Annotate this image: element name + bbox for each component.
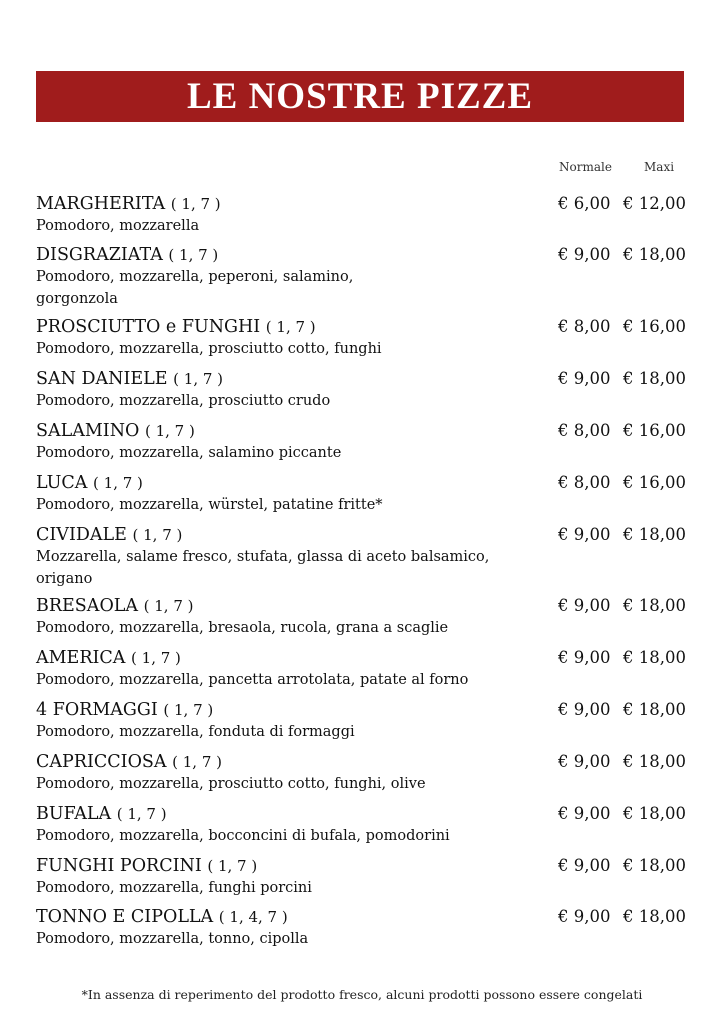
item-name: FUNGHI PORCINI bbox=[36, 856, 202, 876]
item-allergens: ( 1, 7 ) bbox=[207, 857, 258, 875]
item-name: SAN DANIELE bbox=[36, 369, 168, 389]
price-normale: € 9,00 bbox=[558, 369, 611, 388]
item-allergens: ( 1, 7 ) bbox=[132, 526, 183, 544]
menu-item bbox=[36, 906, 686, 950]
price-maxi: € 16,00 bbox=[623, 317, 686, 336]
price-maxi: € 12,00 bbox=[623, 194, 686, 213]
price-maxi: € 18,00 bbox=[623, 752, 686, 771]
price-normale: € 8,00 bbox=[558, 421, 611, 440]
price-maxi: € 16,00 bbox=[623, 421, 686, 440]
item-description: Pomodoro, mozzarella, tonno, cipolla bbox=[36, 931, 309, 947]
price-normale: € 9,00 bbox=[558, 700, 611, 719]
price-maxi: € 18,00 bbox=[623, 596, 686, 615]
item-name: BRESAOLA bbox=[36, 596, 139, 616]
item-allergens: ( 1, 7 ) bbox=[172, 753, 223, 771]
price-maxi: € 18,00 bbox=[623, 856, 686, 875]
item-name: TONNO E CIPOLLA bbox=[36, 907, 214, 927]
item-description: Pomodoro, mozzarella, peperoni, salamino, gorgonzola bbox=[36, 269, 354, 307]
menu-item bbox=[36, 647, 686, 691]
item-allergens: ( 1, 7 ) bbox=[131, 649, 181, 667]
item-allergens: ( 1, 7 ) bbox=[265, 318, 316, 336]
price-normale: € 8,00 bbox=[558, 317, 611, 336]
item-allergens: ( 1, 7 ) bbox=[168, 246, 219, 264]
menu-item bbox=[36, 368, 686, 412]
item-name: CIVIDALE bbox=[36, 525, 127, 545]
item-description: Pomodoro, mozzarella, fonduta di formaggi bbox=[36, 724, 355, 740]
item-name: PROSCIUTTO e FUNGHI bbox=[36, 317, 261, 337]
menu-item bbox=[36, 316, 686, 360]
price-maxi: € 16,00 bbox=[623, 473, 686, 492]
item-description: Pomodoro, mozzarella, bresaola, rucola, grana a scaglie bbox=[36, 620, 449, 636]
item-description: Pomodoro, mozzarella, prosciutto cotto, funghi, olive bbox=[36, 776, 426, 792]
price-maxi: € 18,00 bbox=[623, 245, 686, 264]
item-description: Pomodoro, mozzarella, prosciutto crudo bbox=[36, 393, 331, 409]
price-maxi: € 18,00 bbox=[623, 525, 686, 544]
column-header-maxi: Maxi bbox=[644, 160, 675, 174]
price-normale: € 9,00 bbox=[558, 525, 611, 544]
price-maxi: € 18,00 bbox=[623, 700, 686, 719]
price-normale: € 9,00 bbox=[558, 856, 611, 875]
item-name: LUCA bbox=[36, 473, 88, 493]
price-maxi: € 18,00 bbox=[623, 907, 686, 926]
price-maxi: € 18,00 bbox=[623, 648, 686, 667]
price-normale: € 9,00 bbox=[558, 245, 611, 264]
item-name: DISGRAZIATA bbox=[36, 245, 163, 265]
menu-item bbox=[36, 855, 686, 899]
menu-item bbox=[36, 420, 686, 464]
item-allergens: ( 1, 7 ) bbox=[144, 422, 195, 440]
price-normale: € 9,00 bbox=[558, 752, 611, 771]
item-allergens: ( 1, 7 ) bbox=[93, 474, 143, 492]
item-allergens: ( 1, 7 ) bbox=[116, 805, 167, 823]
menu-item bbox=[36, 803, 686, 847]
item-description: Pomodoro, mozzarella, bocconcini di bufala, pomodorini bbox=[36, 828, 450, 844]
item-description: Pomodoro, mozzarella, prosciutto cotto, funghi bbox=[36, 341, 382, 357]
item-description: Pomodoro, mozzarella, würstel, patatine fritte* bbox=[36, 497, 383, 513]
item-name: SALAMINO bbox=[36, 421, 140, 441]
item-description: Pomodoro, mozzarella, funghi porcini bbox=[36, 880, 312, 896]
item-description: Mozzarella, salame fresco, stufata, glassa di aceto balsamico, origano bbox=[36, 549, 490, 587]
price-maxi: € 18,00 bbox=[623, 369, 686, 388]
item-name: CAPRICCIOSA bbox=[36, 752, 167, 772]
price-normale: € 9,00 bbox=[558, 648, 611, 667]
item-allergens: ( 1, 4, 7 ) bbox=[218, 908, 288, 926]
price-normale: € 9,00 bbox=[558, 596, 611, 615]
footnote: *In assenza di reperimento del prodotto fresco, alcuni prodotti possono essere congelati bbox=[81, 987, 643, 1002]
menu-item bbox=[36, 595, 686, 639]
menu-item bbox=[36, 751, 686, 795]
page-title: LE NOSTRE PIZZE bbox=[186, 76, 534, 117]
item-allergens: ( 1, 7 ) bbox=[173, 370, 224, 388]
item-allergens: ( 1, 7 ) bbox=[170, 195, 221, 213]
item-allergens: ( 1, 7 ) bbox=[143, 597, 194, 615]
menu-item bbox=[36, 193, 686, 237]
item-name: MARGHERITA bbox=[36, 194, 166, 214]
title-banner bbox=[36, 71, 684, 122]
item-allergens: ( 1, 7 ) bbox=[163, 701, 214, 719]
column-header-normale: Normale bbox=[559, 160, 612, 174]
price-normale: € 9,00 bbox=[558, 907, 611, 926]
menu-item bbox=[36, 524, 686, 590]
item-description: Pomodoro, mozzarella, salamino piccante bbox=[36, 445, 342, 461]
price-maxi: € 18,00 bbox=[623, 804, 686, 823]
menu-item bbox=[36, 699, 686, 743]
menu-item bbox=[36, 472, 686, 516]
menu-item bbox=[36, 244, 686, 310]
item-description: Pomodoro, mozzarella bbox=[36, 218, 200, 234]
price-normale: € 9,00 bbox=[558, 804, 611, 823]
item-name: 4 FORMAGGI bbox=[36, 700, 158, 720]
price-normale: € 6,00 bbox=[558, 194, 611, 213]
item-description: Pomodoro, mozzarella, pancetta arrotolata, patate al forno bbox=[36, 672, 469, 688]
item-name: AMERICA bbox=[36, 648, 126, 668]
item-name: BUFALA bbox=[36, 804, 112, 824]
price-normale: € 8,00 bbox=[558, 473, 611, 492]
